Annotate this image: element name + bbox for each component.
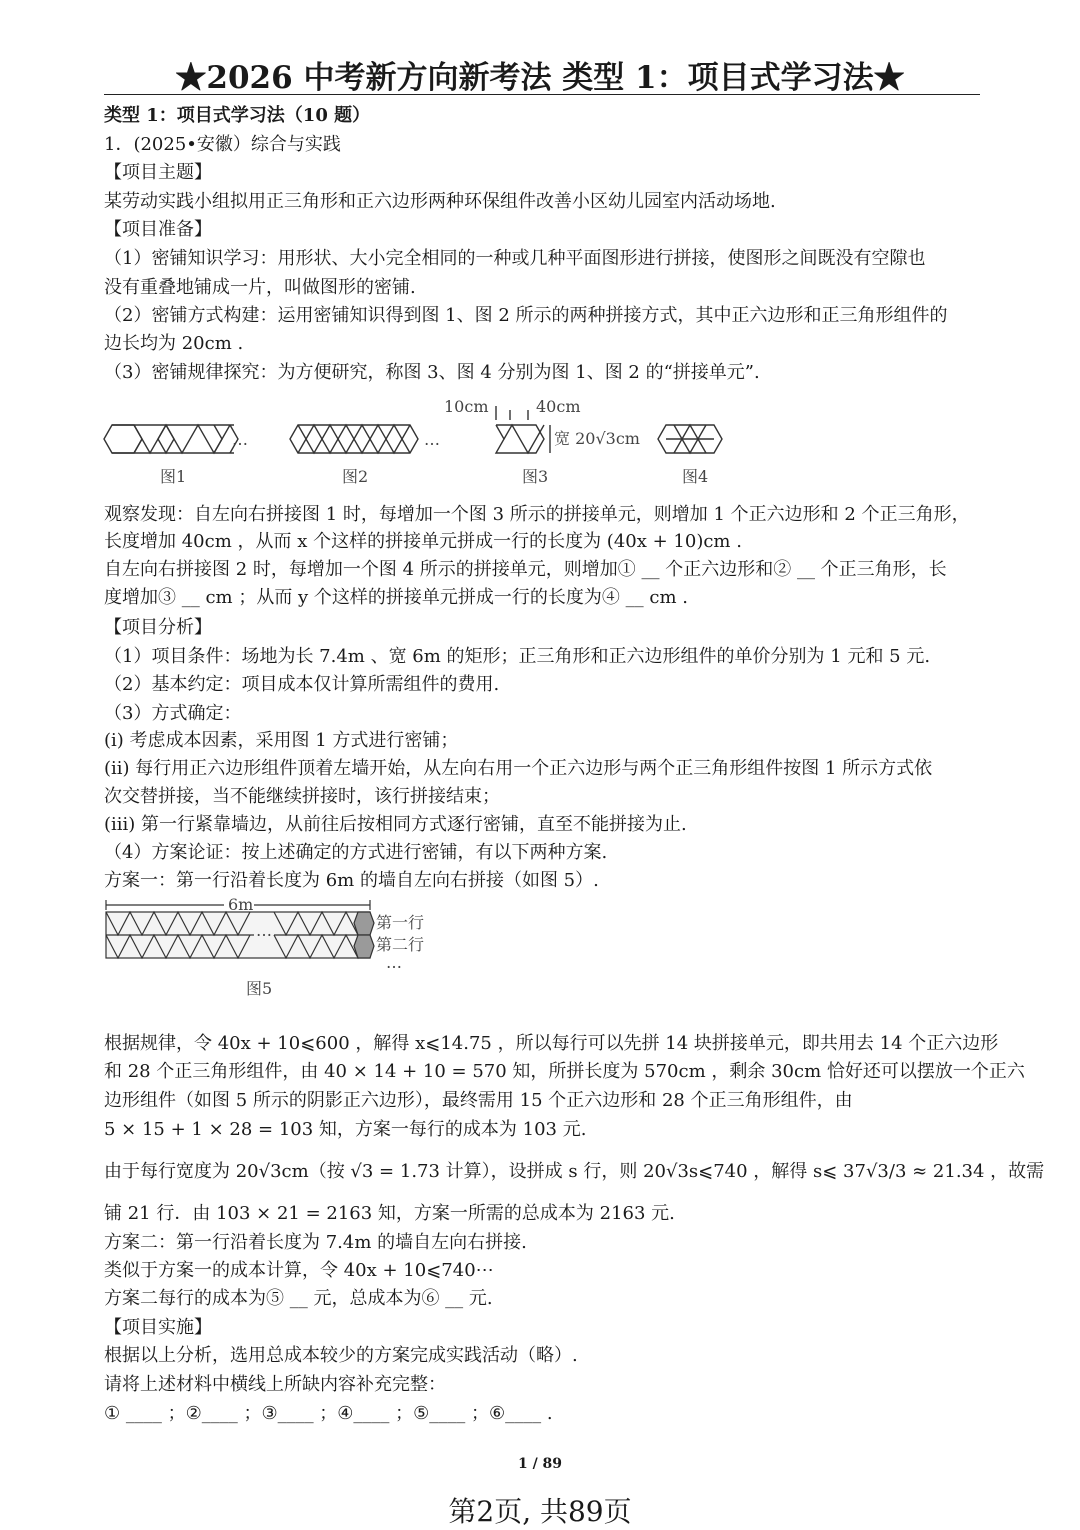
- prep-label: 【项目准备】: [104, 219, 212, 240]
- plan2-b: 类似于方案一的成本计算，令 40x + 10⩽740⋯: [104, 1260, 494, 1281]
- ana-3ii-a: (ii) 每行用正六边形组件顶着左墙开始，从左向右用一个正六边形与两个正三角形组件按图 1 所示方式依: [104, 758, 933, 779]
- fig5-caption: 图5: [246, 979, 273, 998]
- fig4-caption: 图4: [682, 467, 709, 486]
- theme-text: 某劳动实践小组拟用正三角形和正六边形两种环保组件改善小区幼儿园室内活动场地.: [104, 191, 776, 212]
- fig3-dim-top: 40cm: [536, 397, 581, 416]
- ask-text: 请将上述材料中横线上所缺内容补充完整：: [104, 1374, 446, 1395]
- fig3-caption: 图3: [522, 467, 549, 486]
- fig2-caption: 图2: [342, 467, 369, 486]
- page-title: ★2026 中考新方向新考法 类型 1：项目式学习法★: [175, 60, 905, 96]
- plan1-e: 由于每行宽度为 20√3cm（按 √3 = 1.73 计算），设拼成 s 行，则 20√3s⩽740 ，解得 s⩽ 37√3/3 ≈ 21.34 ，故需: [104, 1161, 1045, 1182]
- title-rule: [104, 94, 980, 95]
- ana-3i: (i) 考虑成本因素，采用图 1 方式进行密铺；: [104, 730, 459, 751]
- fig1-caption: 图1: [160, 467, 187, 486]
- fig5-ellipsis: …: [386, 953, 402, 972]
- figure-2: [290, 425, 418, 453]
- plan1-label: 方案一：第一行沿着长度为 6m 的墙自左向右拼接（如图 5）.: [104, 870, 599, 891]
- plan2-a: 方案二：第一行沿着长度为 7.4m 的墙自左向右拼接.: [104, 1232, 527, 1253]
- fig1-ellipsis: …: [232, 430, 248, 449]
- figure-5: [104, 896, 444, 1010]
- fig5-row2: 第二行: [376, 935, 425, 954]
- ana-3iii: (iii) 第一行紧靠墙边，从前往后按相同方式逐行密铺，直至不能拼接为止.: [104, 814, 687, 835]
- plan2-c: 方案二每行的成本为⑤ __ 元，总成本为⑥ __ 元.: [104, 1288, 493, 1309]
- obs-1b: 长度增加 40cm ，从而 x 个这样的拼接单元拼成一行的长度为 (40x + 10)cm .: [104, 531, 742, 552]
- page-number: 1 / 89: [517, 1456, 563, 1472]
- fig2-ellipsis: …: [424, 430, 440, 449]
- page-info: 第2页, 共89页: [448, 1495, 632, 1528]
- problem-intro: 1．(2025•安徽）综合与实践: [104, 134, 341, 155]
- ana-4: （4）方案论证：按上述确定的方式进行密铺，有以下两种方案.: [104, 842, 608, 863]
- fig5-mid-ellipsis: …: [256, 921, 272, 940]
- obs-2a: 自左向右拼接图 2 时，每增加一个图 4 所示的拼接单元，则增加① __ 个正六边形和② __ 个正三角形，长: [104, 559, 947, 580]
- fig3-dim-width: 宽 20√3cm: [554, 429, 640, 448]
- answer-blanks: ① ____ ；②____ ；③____ ；④____ ；⑤____ ；⑥____ .: [104, 1403, 553, 1424]
- prep-1a: （1）密铺知识学习：用形状、大小完全相同的一种或几种平面图形进行拼接，使图形之间既没有空隙也: [104, 248, 926, 269]
- figures-row: [104, 392, 984, 496]
- fig5-row1: 第一行: [376, 913, 425, 932]
- prep-2b: 边长均为 20cm .: [104, 333, 244, 354]
- impl-label: 【项目实施】: [104, 1317, 212, 1338]
- ana-3: （3）方式确定：: [104, 703, 242, 724]
- plan1-d: 5 × 15 + 1 × 28 = 103 知，方案一每行的成本为 103 元.: [104, 1119, 587, 1140]
- fig5-dim: 6m: [228, 895, 254, 914]
- analysis-label: 【项目分析】: [104, 617, 212, 638]
- figure-1: [104, 425, 238, 453]
- ana-1: （1）项目条件：场地为长 7.4m 、宽 6m 的矩形；正三角形和正六边形组件的单价分别为 1 元和 5 元.: [104, 646, 931, 667]
- figure-4: [658, 425, 722, 453]
- plan1-a: 根据规律，令 40x + 10⩽600 ，解得 x⩽14.75 ，所以每行可以先拼 14 块拼接单元，即共用去 14 个正六边形: [104, 1033, 999, 1054]
- prep-1b: 没有重叠地铺成一片，叫做图形的密铺.: [104, 277, 416, 298]
- plan1-c: 边形组件（如图 5 所示的阴影正六边形），最终需用 15 个正六边形和 28 个正三角形组件，由: [104, 1090, 853, 1111]
- section-heading: 类型 1：项目式学习法（10 题）: [104, 105, 371, 126]
- fig3-dim-left: 10cm: [444, 397, 489, 416]
- plan1-f: 铺 21 行．由 103 × 21 = 2163 知，方案一所需的总成本为 2163 元.: [104, 1203, 675, 1224]
- prep-2a: （2）密铺方式构建：运用密铺知识得到图 1、图 2 所示的两种拼接方式，其中正六边形和正三角形组件的: [104, 305, 948, 326]
- impl-text: 根据以上分析，选用总成本较少的方案完成实践活动（略）.: [104, 1345, 578, 1366]
- prep-3: （3）密铺规律探究：为方便研究，称图 3、图 4 分别为图 1、图 2 的“拼接单元”.: [104, 362, 760, 383]
- ana-2: （2）基本约定：项目成本仅计算所需组件的费用.: [104, 674, 500, 695]
- theme-label: 【项目主题】: [104, 162, 212, 183]
- plan1-b: 和 28 个正三角形组件，由 40 × 14 + 10 = 570 知，所拼长度为 570cm ，剩余 30cm 恰好还可以摆放一个正六: [104, 1061, 1025, 1082]
- obs-1a: 观察发现：自左向右拼接图 1 时，每增加一个图 3 所示的拼接单元，则增加 1 个正六边形和 2 个正三角形，: [104, 504, 970, 525]
- obs-2b: 度增加③ __ cm ；从而 y 个这样的拼接单元拼成一行的长度为④ __ cm .: [104, 587, 688, 608]
- ana-3ii-b: 次交替拼接，当不能继续拼接时，该行拼接结束；: [104, 786, 500, 807]
